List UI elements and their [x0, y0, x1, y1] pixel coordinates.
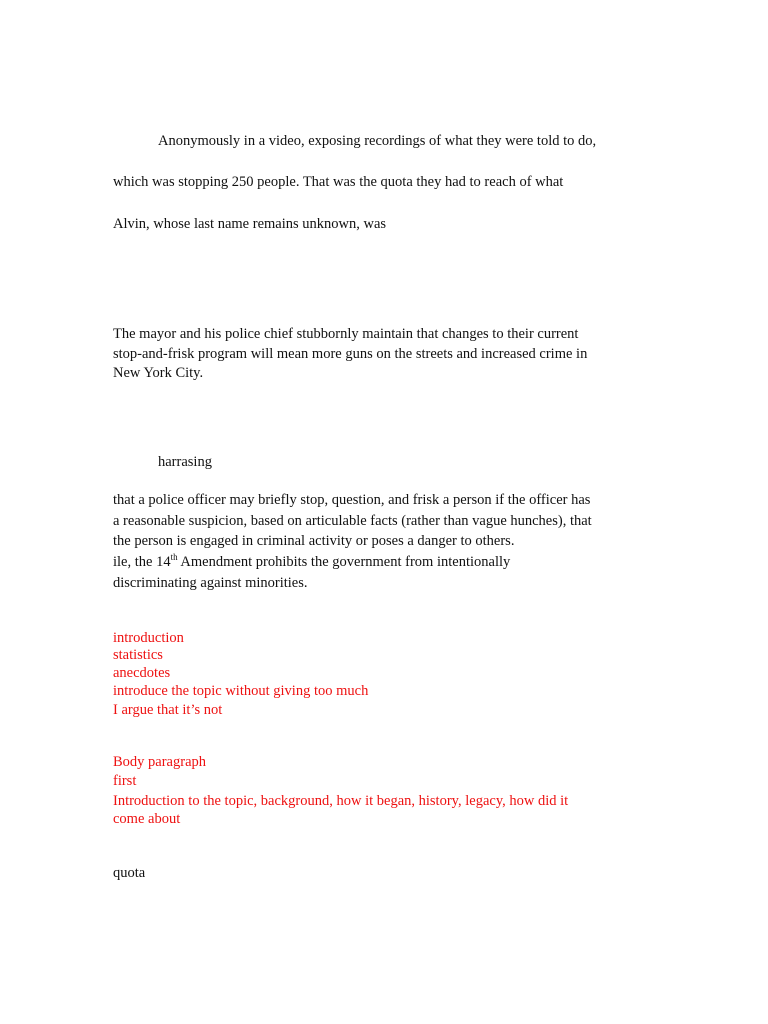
paragraph-4-line-4	[113, 553, 510, 571]
outline-intro-item: introduction	[113, 630, 184, 646]
paragraph-3-line-1: harrasing	[158, 454, 212, 470]
paragraph-1-line-1: Anonymously in a video, exposing recordings of what they were told to do,	[158, 133, 597, 149]
paragraph-2-line-2: stop-and-frisk program will mean more guns on the streets and increased crime in	[113, 346, 588, 362]
paragraph-4-line-4-before: ile, the 14	[113, 554, 171, 570]
paragraph-4-line-1: that a police officer may briefly stop, question, and frisk a person if the officer has	[113, 492, 591, 508]
paragraph-1-line-3: Alvin, whose last name remains unknown, was	[113, 216, 387, 232]
paragraph-4-line-5: discriminating against minorities.	[113, 575, 308, 591]
ordinal-superscript: th	[170, 552, 178, 562]
paragraph-4-line-3: the person is engaged in criminal activity or poses a danger to others.	[113, 533, 515, 549]
paragraph-4-line-2: a reasonable suspicion, based on articulable facts (rather than vague hunches), that	[113, 513, 592, 529]
outline-body-line-3: Introduction to the topic, background, how it began, history, legacy, how did it	[113, 793, 569, 809]
paragraph-4-line-4-after: Amendment prohibits the government from intentionally	[177, 554, 511, 570]
paragraph-2-line-3: New York City.	[113, 365, 204, 381]
outline-body-line-4: come about	[113, 811, 181, 827]
outline-intro-item: statistics	[113, 647, 163, 663]
outline-intro-item: I argue that it’s not	[113, 702, 223, 718]
outline-intro-item: anecdotes	[113, 665, 171, 681]
note-line-1: quota	[113, 865, 146, 881]
paragraph-2-line-1: The mayor and his police chief stubbornly maintain that changes to their current	[113, 326, 579, 342]
outline-intro-item: introduce the topic without giving too much	[113, 683, 369, 699]
outline-body-line-1: Body paragraph	[113, 754, 207, 770]
outline-body-line-2: first	[113, 773, 137, 789]
paragraph-1-line-2: which was stopping 250 people. That was the quota they had to reach of what	[113, 174, 564, 190]
